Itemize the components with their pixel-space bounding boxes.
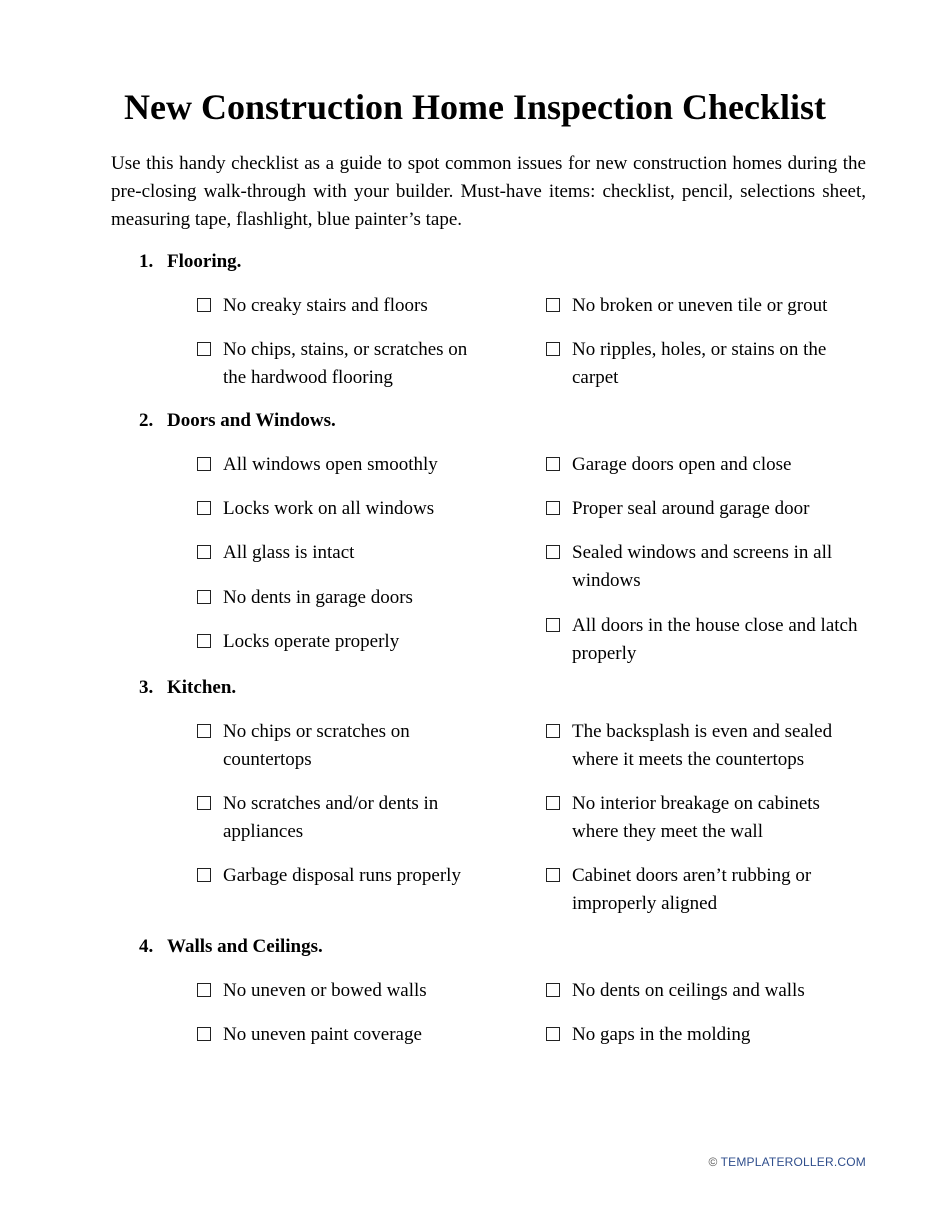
section-heading-flooring bbox=[139, 248, 241, 276]
checkbox-icon[interactable] bbox=[197, 298, 211, 312]
checklist-item[interactable] bbox=[546, 612, 866, 668]
intro-paragraph: Use this handy checklist as a guide to spot common issues for new construction homes during the pre-closing walk-through with your builder. Must-have items: checklist, pencil, selections sheet, measuring tape, flashlight, blue painter’s tape. bbox=[111, 153, 866, 230]
section-number: 2. bbox=[139, 410, 154, 431]
checkbox-icon[interactable] bbox=[546, 1027, 560, 1041]
page-title: New Construction Home Inspection Checklist bbox=[124, 87, 826, 127]
checkbox-icon[interactable] bbox=[546, 796, 560, 810]
section-title: Walls and Ceilings. bbox=[167, 936, 323, 957]
checkbox-icon[interactable] bbox=[546, 983, 560, 997]
item-label: Garage doors open and close bbox=[572, 454, 792, 475]
item-label: No creaky stairs and floors bbox=[223, 295, 428, 316]
checklist-item[interactable] bbox=[546, 495, 866, 523]
checklist-item[interactable] bbox=[546, 790, 866, 846]
footer-brand[interactable] bbox=[709, 1155, 866, 1169]
section-title: Flooring. bbox=[167, 251, 242, 272]
checkbox-icon[interactable] bbox=[197, 457, 211, 471]
item-label: No uneven or bowed walls bbox=[223, 980, 427, 1001]
copyright-icon: © bbox=[708, 1155, 718, 1169]
item-label: No chips, stains, or scratches on the hardwood flooring bbox=[223, 339, 468, 388]
checklist-item[interactable] bbox=[197, 1021, 487, 1049]
item-label: All glass is intact bbox=[223, 542, 355, 563]
checklist-item[interactable] bbox=[546, 1021, 866, 1049]
checklist-item[interactable] bbox=[197, 495, 487, 523]
checklist-item[interactable] bbox=[197, 862, 487, 890]
checklist-item[interactable] bbox=[546, 451, 866, 479]
section-heading-kitchen bbox=[139, 674, 236, 702]
item-label: No interior breakage on cabinets where they meet the wall bbox=[572, 793, 820, 842]
item-label: No uneven paint coverage bbox=[223, 1024, 422, 1045]
checkbox-icon[interactable] bbox=[197, 796, 211, 810]
item-label: The backsplash is even and sealed where it meets the countertops bbox=[572, 721, 833, 770]
item-label: Proper seal around garage door bbox=[572, 498, 810, 519]
item-label: No ripples, holes, or stains on the carpet bbox=[572, 339, 827, 388]
item-label: All windows open smoothly bbox=[223, 454, 438, 475]
checklist-item[interactable] bbox=[197, 628, 487, 656]
checklist-item[interactable] bbox=[546, 718, 866, 774]
checklist-item[interactable] bbox=[546, 977, 866, 1005]
section-heading-walls-ceilings bbox=[139, 933, 323, 961]
checkbox-icon[interactable] bbox=[197, 983, 211, 997]
section-title: Kitchen. bbox=[167, 677, 237, 698]
checkbox-icon[interactable] bbox=[197, 590, 211, 604]
checkbox-icon[interactable] bbox=[546, 298, 560, 312]
checkbox-icon[interactable] bbox=[197, 724, 211, 738]
checkbox-icon[interactable] bbox=[546, 457, 560, 471]
item-label: All doors in the house close and latch properly bbox=[572, 615, 858, 664]
checklist-item[interactable] bbox=[197, 451, 487, 479]
checkbox-icon[interactable] bbox=[546, 501, 560, 515]
checkbox-icon[interactable] bbox=[197, 501, 211, 515]
item-label: No scratches and/or dents in appliances bbox=[223, 793, 439, 842]
checkbox-icon[interactable] bbox=[546, 545, 560, 559]
item-label: Cabinet doors aren’t rubbing or improperly aligned bbox=[572, 865, 812, 914]
checklist-item[interactable] bbox=[197, 718, 487, 774]
section-title: Doors and Windows. bbox=[167, 410, 336, 431]
checkbox-icon[interactable] bbox=[197, 868, 211, 882]
checklist-item[interactable] bbox=[197, 977, 487, 1005]
checklist-item[interactable] bbox=[546, 292, 866, 320]
item-label: No gaps in the molding bbox=[572, 1024, 751, 1045]
checkbox-icon[interactable] bbox=[546, 724, 560, 738]
checklist-item[interactable] bbox=[546, 539, 866, 595]
checklist-item[interactable] bbox=[197, 584, 487, 612]
checklist-item[interactable] bbox=[197, 336, 487, 392]
section-number: 1. bbox=[139, 251, 154, 272]
section-number: 3. bbox=[139, 677, 154, 698]
checkbox-icon[interactable] bbox=[197, 1027, 211, 1041]
item-label: Sealed windows and screens in all windows bbox=[572, 542, 833, 591]
item-label: Locks work on all windows bbox=[223, 498, 435, 519]
checkbox-icon[interactable] bbox=[197, 545, 211, 559]
checkbox-icon[interactable] bbox=[546, 342, 560, 356]
checkbox-icon[interactable] bbox=[197, 342, 211, 356]
item-label: Locks operate properly bbox=[223, 631, 400, 652]
item-label: No chips or scratches on countertops bbox=[223, 721, 410, 770]
item-label: No broken or uneven tile or grout bbox=[572, 295, 828, 316]
checkbox-icon[interactable] bbox=[546, 618, 560, 632]
checklist-item[interactable] bbox=[197, 790, 487, 846]
section-heading-doors-windows bbox=[139, 407, 336, 435]
item-label: No dents on ceilings and walls bbox=[572, 980, 805, 1001]
section-number: 4. bbox=[139, 936, 154, 957]
checkbox-icon[interactable] bbox=[197, 634, 211, 648]
checklist-item[interactable] bbox=[546, 862, 866, 918]
checklist-item[interactable] bbox=[546, 336, 866, 392]
checklist-item[interactable] bbox=[197, 292, 487, 320]
item-label: Garbage disposal runs properly bbox=[223, 865, 461, 886]
checkbox-icon[interactable] bbox=[546, 868, 560, 882]
checklist-item[interactable] bbox=[197, 539, 487, 567]
item-label: No dents in garage doors bbox=[223, 587, 413, 608]
brand-link[interactable]: TEMPLATEROLLER.COM bbox=[720, 1155, 866, 1169]
